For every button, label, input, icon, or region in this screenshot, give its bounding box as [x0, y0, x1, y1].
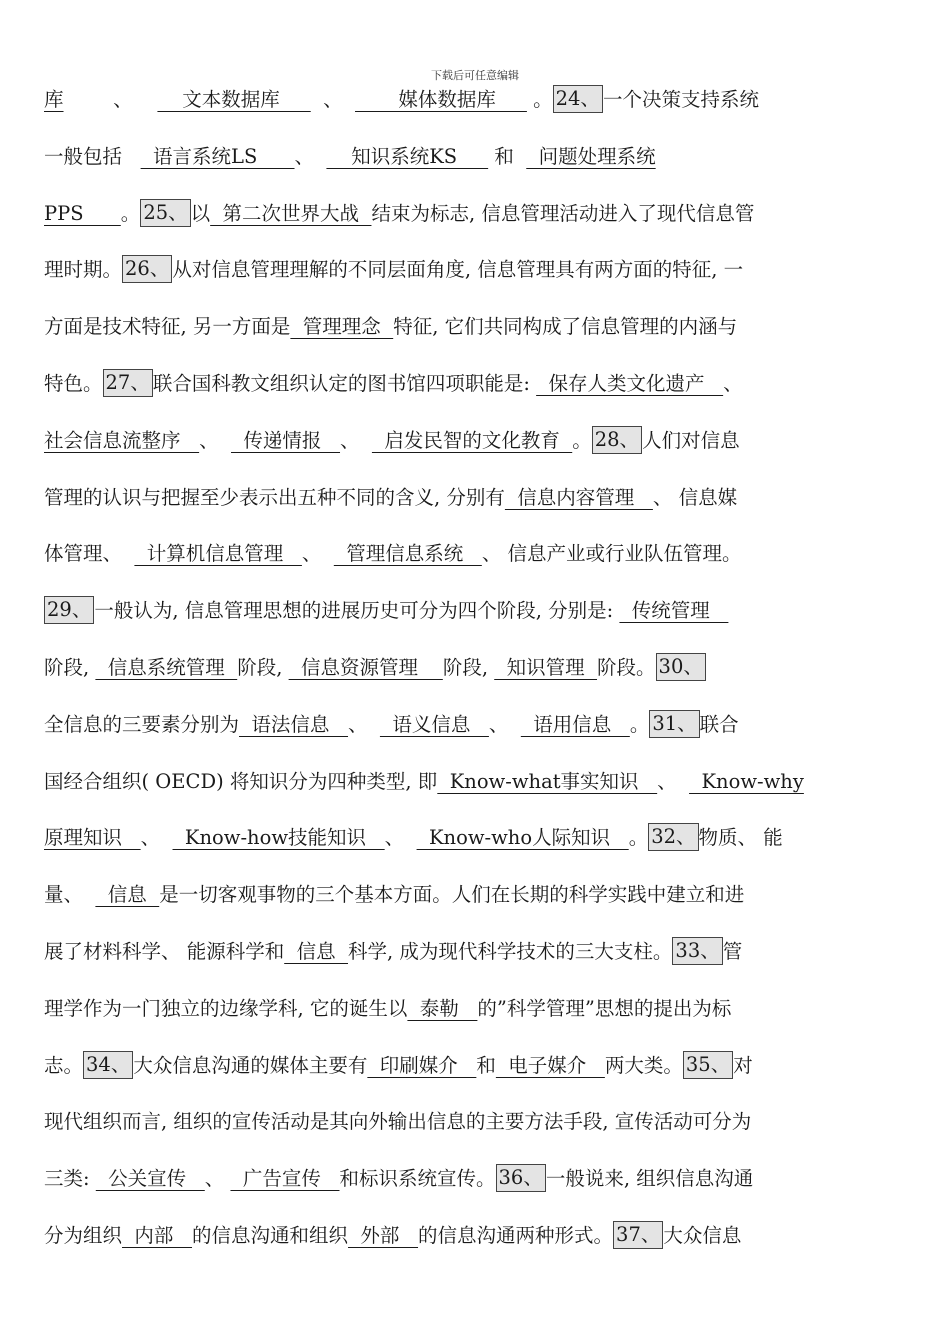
answer-blank: 语法信息 — [239, 712, 349, 736]
question-number: 32、 — [648, 823, 698, 851]
answer-blank: Know-who人际知识 — [416, 826, 629, 850]
question-number: 34、 — [83, 1051, 133, 1079]
text-segment: 一个决策支持系统 — [602, 88, 759, 111]
text-segment: 、 — [723, 371, 743, 395]
answer-blank: 信息 — [284, 939, 348, 963]
answer-blank: 信息内容管理 — [504, 485, 653, 509]
answer-blank: 信息系统管理 — [95, 655, 238, 679]
text-segment: 和 — [488, 144, 527, 168]
text-segment: 特征, 它们共同构成了信息管理的内涵与 — [393, 315, 738, 339]
text-line — [44, 248, 906, 305]
text-segment: 体管理、 — [44, 542, 135, 566]
text-line — [44, 760, 906, 817]
text-line — [44, 362, 906, 419]
answer-blank: 信息资源管理 — [288, 655, 443, 679]
answer-blank: 管理理念 — [290, 315, 394, 339]
answer-blank: 电子媒介 — [495, 1053, 605, 1077]
text-segment: 从对信息管理理解的不同层面角度, 信息管理具有两方面的特征, 一 — [172, 258, 744, 282]
text-segment: 、 — [657, 769, 690, 793]
text-line — [44, 419, 906, 476]
text-segment: 结束为标志, 信息管理活动进入了现代信息管 — [371, 201, 755, 225]
answer-blank: 传统管理 — [619, 599, 729, 623]
text-segment: 阶段, — [442, 655, 495, 679]
text-line — [44, 135, 906, 192]
text-line — [44, 873, 906, 930]
text-segment: 、 — [204, 1167, 231, 1191]
answer-blank: 问题处理系统 — [526, 144, 656, 168]
text-segment: 特色。 — [44, 371, 103, 395]
answer-blank: 印刷媒介 — [367, 1053, 477, 1077]
text-line — [44, 476, 906, 533]
text-line — [44, 1100, 906, 1157]
text-line — [44, 1157, 906, 1214]
answer-blank: 第二次世界大战 — [210, 201, 372, 225]
text-segment: 、 信息产业或行业队伍管理。 — [481, 542, 742, 566]
text-segment: 。 — [572, 428, 592, 452]
text-segment: 方面是技术特征, 另一方面是 — [44, 315, 291, 339]
text-segment: 的信息沟通两种形式。 — [418, 1223, 614, 1247]
text-segment: 展了材料科学、 能源科学和 — [44, 939, 285, 963]
answer-blank: 启发民智的文化教育 — [371, 428, 573, 452]
question-number: 24、 — [553, 85, 603, 113]
answer-blank: 知识管理 — [494, 655, 598, 679]
answer-blank: 信息 — [95, 883, 160, 907]
question-number: 25、 — [140, 199, 190, 227]
text-line — [44, 1214, 906, 1271]
text-segment: 。 — [120, 201, 141, 225]
question-number: 28、 — [592, 426, 642, 454]
question-number: 36、 — [496, 1164, 546, 1192]
answer-blank: 媒体数据库 — [355, 88, 527, 111]
answer-blank: 语言系统LS — [140, 144, 295, 168]
text-segment: 和 — [476, 1053, 496, 1077]
text-segment: 、 — [488, 712, 521, 736]
text-line — [44, 589, 906, 646]
text-segment: 、 — [310, 88, 356, 111]
text-segment: 、 — [113, 88, 133, 111]
answer-blank: Know-what事实知识 — [437, 769, 658, 793]
text-segment: 、 — [140, 826, 173, 850]
text-segment: 理学作为一门独立的边缘学科, 它的诞生以 — [44, 996, 408, 1020]
question-number: 26、 — [122, 255, 172, 283]
text-line — [44, 987, 906, 1044]
question-number: 30、 — [656, 653, 706, 681]
text-segment: 志。 — [44, 1053, 84, 1077]
text-segment — [133, 88, 158, 111]
text-segment: 一般包括 — [44, 144, 141, 168]
text-segment: 两大类。 — [604, 1053, 683, 1077]
question-number: 37、 — [613, 1221, 663, 1249]
text-segment: 分为组织 — [44, 1223, 123, 1247]
answer-blank: PPS — [44, 201, 121, 225]
answer-blank: 知识系统KS — [326, 144, 489, 168]
text-segment: 三类: — [44, 1167, 96, 1191]
text-segment: 的信息沟通和组织 — [192, 1223, 349, 1247]
text-line — [44, 532, 906, 589]
document-body — [44, 78, 906, 1271]
answer-blank: 传递情报 — [231, 428, 341, 452]
text-segment: 国经合组织( OECD) 将知识分为四种类型, 即 — [44, 769, 438, 793]
answer-blank: 语用信息 — [520, 712, 630, 736]
question-number: 27、 — [103, 369, 153, 397]
text-segment: 大众信息 — [663, 1223, 742, 1247]
text-segment: 。 — [628, 826, 649, 850]
text-segment: 人们对信息 — [642, 428, 740, 452]
text-segment: 阶段。 — [597, 655, 656, 679]
question-number: 31、 — [649, 710, 699, 738]
text-segment: 阶段, — [237, 655, 289, 679]
text-segment: 大众信息沟通的媒体主要有 — [133, 1053, 368, 1077]
answer-blank: 广告宣传 — [230, 1167, 340, 1191]
answer-blank: 泰勒 — [407, 996, 478, 1020]
text-segment: 联合国科教文组织认定的图书馆四项职能是: — [152, 371, 537, 395]
answer-blank: 库 — [44, 88, 64, 111]
answer-blank: 计算机信息管理 — [134, 542, 302, 566]
text-segment: 是一切客观事物的三个基本方面。人们在长期的科学实践中建立和进 — [159, 883, 745, 907]
answer-blank: 管理信息系统 — [333, 542, 482, 566]
text-line — [44, 305, 906, 362]
text-segment: 管理的认识与把握至少表示出五种不同的含义, 分别有 — [44, 485, 505, 509]
text-segment: 一般认为, 信息管理思想的进展历史可分为四个阶段, 分别是: — [94, 599, 620, 623]
text-segment: 以 — [190, 201, 211, 225]
text-segment: 物质、 能 — [698, 826, 783, 850]
answer-blank: 外部 — [348, 1223, 419, 1247]
text-segment: 。 — [526, 88, 553, 111]
answer-blank: 社会信息流整序 — [44, 428, 200, 452]
answer-blank: 公关宣传 — [95, 1167, 205, 1191]
answer-blank: 原理知识 — [44, 826, 141, 850]
text-segment: 、 — [301, 542, 334, 566]
text-line — [44, 930, 906, 987]
text-segment: 现代组织而言, 组织的宣传活动是其向外输出信息的主要方法手段, 宣传活动可分为 — [44, 1110, 752, 1134]
text-segment: 一般说来, 组织信息沟通 — [545, 1167, 754, 1191]
text-segment: 联合 — [699, 712, 739, 736]
text-segment — [64, 88, 114, 111]
text-segment: 、 信息媒 — [652, 485, 738, 509]
text-segment: 全信息的三要素分别为 — [44, 712, 240, 736]
page-header-watermark: 下载后可任意编辑 — [431, 69, 519, 82]
answer-blank: Know-why — [689, 769, 804, 793]
text-segment: 、 — [199, 428, 232, 452]
text-segment: 和标识系统宣传。 — [339, 1167, 496, 1191]
answer-blank: 内部 — [122, 1223, 193, 1247]
text-line — [44, 646, 906, 703]
answer-blank: Know-how技能知识 — [172, 826, 385, 850]
text-line — [44, 78, 906, 135]
text-segment: 对 — [733, 1053, 753, 1077]
text-segment: 管 — [722, 939, 743, 963]
answer-blank: 文本数据库 — [157, 88, 311, 111]
question-number: 29、 — [44, 596, 94, 624]
text-line — [44, 1044, 906, 1101]
text-segment: 阶段, — [44, 655, 96, 679]
text-segment: 理时期。 — [44, 258, 123, 282]
text-segment: 科学, 成为现代科学技术的三大支柱。 — [348, 939, 673, 963]
answer-blank: 保存人类文化遗产 — [536, 371, 724, 395]
text-segment: 量、 — [44, 883, 96, 907]
text-line — [44, 816, 906, 873]
text-segment: 、 — [384, 826, 417, 850]
question-number: 33、 — [672, 937, 722, 965]
text-line — [44, 703, 906, 760]
text-line — [44, 192, 906, 249]
text-segment: 、 — [294, 144, 327, 168]
question-number: 35、 — [683, 1051, 733, 1079]
text-segment: 的”科学管理”思想的提出为标 — [477, 996, 732, 1020]
text-segment: 。 — [629, 712, 650, 736]
text-segment: 、 — [348, 712, 380, 736]
text-segment: 、 — [340, 428, 372, 452]
answer-blank: 语义信息 — [379, 712, 489, 736]
